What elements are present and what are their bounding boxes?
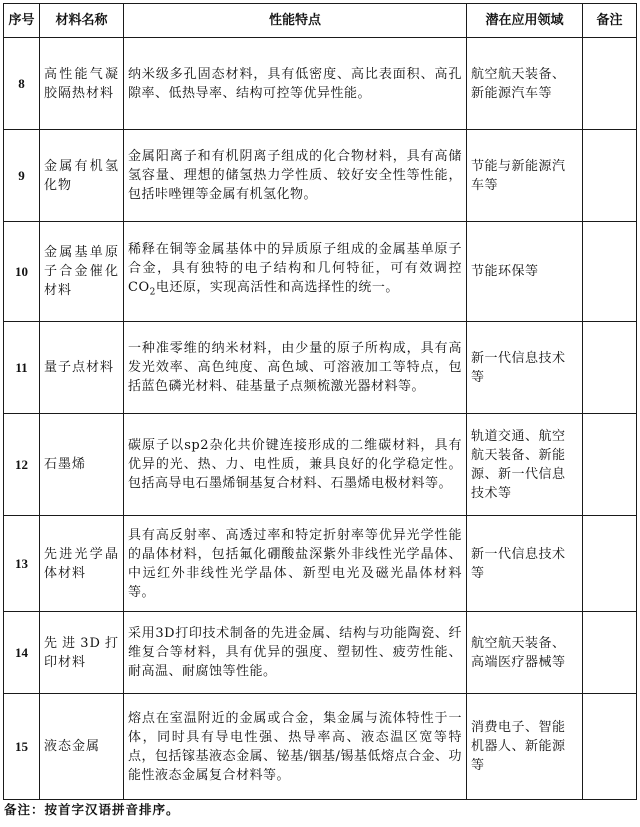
row-name: 金属有机氢化物 [40, 130, 124, 222]
row-name: 石墨烯 [40, 414, 124, 516]
table-row [4, 322, 637, 414]
row-num: 8 [4, 38, 40, 130]
row-num: 13 [4, 516, 40, 612]
row-notes [583, 694, 637, 800]
row-props: 一种准零维的纳米材料，由少量的原子所构成，具有高发光效率、高色纯度、高色域、可溶液加工等特点，包括蓝色磷光材料、硅基量子点频梳激光器材料等。 [124, 322, 467, 414]
row-notes [583, 516, 637, 612]
row-name: 先进3D打印材料 [40, 612, 124, 694]
row-props-text: 稀释在铜等金属基体中的异质原子组成的金属基单原子合金，具有独特的电子结构和几何特征，可有效调控CO [128, 242, 462, 296]
row-name: 高性能气凝胶隔热材料 [40, 38, 124, 130]
header-name: 材料名称 [40, 4, 124, 38]
row-app: 消费电子、智能机器人、新能源等 [467, 694, 583, 800]
row-name: 金属基单原子合金催化材料 [40, 222, 124, 322]
header-num: 序号 [4, 4, 40, 38]
table-row [4, 38, 637, 130]
row-name: 液态金属 [40, 694, 124, 800]
row-app: 新一代信息技术等 [467, 516, 583, 612]
header-notes: 备注 [583, 4, 637, 38]
row-app: 新一代信息技术等 [467, 322, 583, 414]
row-app: 航空航天装备、新能源汽车等 [467, 38, 583, 130]
row-props: 纳米级多孔固态材料，具有低密度、高比表面积、高孔隙率、低热导率、结构可控等优异性能。 [124, 38, 467, 130]
table-row [4, 222, 637, 322]
row-num: 15 [4, 694, 40, 800]
row-num: 12 [4, 414, 40, 516]
table-row [4, 130, 637, 222]
row-notes [583, 322, 637, 414]
row-app: 节能环保等 [467, 222, 583, 322]
row-name: 量子点材料 [40, 322, 124, 414]
row-props: 金属阳离子和有机阴离子组成的化合物材料，具有高储氢容量、理想的储氢热力学性质、较好安全性等性能，包括咔唑锂等金属有机氢化物。 [124, 130, 467, 222]
materials-table [3, 3, 637, 800]
row-app: 航空航天装备、高端医疗器械等 [467, 612, 583, 694]
table-row [4, 516, 637, 612]
row-props: 采用3D打印技术制备的先进金属、结构与功能陶瓷、纤维复合等材料，具有优异的强度、塑韧性、疲劳性能、耐高温、耐腐蚀等性能。 [124, 612, 467, 694]
row-props: 碳原子以sp2杂化共价键连接形成的二维碳材料，具有优异的光、热、力、电性质，兼具良好的化学稳定性。包括高导电石墨烯铜基复合材料、石墨烯电极材料等。 [124, 414, 467, 516]
row-num: 14 [4, 612, 40, 694]
row-notes [583, 222, 637, 322]
row-num: 11 [4, 322, 40, 414]
row-num: 9 [4, 130, 40, 222]
row-props: 具有高反射率、高透过率和特定折射率等优异光学性能的晶体材料，包括氟化硼酸盐深紫外非线性光学晶体、中远红外非线性光学晶体、新型电光及磁光晶体材料等。 [124, 516, 467, 612]
co2-subscript: 2 [149, 287, 156, 298]
row-notes [583, 612, 637, 694]
table-row [4, 694, 637, 800]
header-props: 性能特点 [124, 4, 467, 38]
row-notes [583, 38, 637, 130]
table-row [4, 414, 637, 516]
row-num: 10 [4, 222, 40, 322]
row-props [124, 222, 467, 322]
row-app: 节能与新能源汽车等 [467, 130, 583, 222]
table-footnote: 备注：按首字汉语拼音排序。 [4, 802, 180, 817]
row-props: 熔点在室温附近的金属或合金，集金属与流体特性于一体，同时具有导电性强、热导率高、液态温区宽等特点，包括镓基液态金属、铋基/铟基/锡基低熔点合金、功能性液态金属复合材料等。 [124, 694, 467, 800]
table-row [4, 612, 637, 694]
table-header-row [4, 4, 637, 38]
row-name: 先进光学晶体材料 [40, 516, 124, 612]
row-props-text-cont: 电还原，实现高活性和高选择性的统一。 [155, 280, 399, 296]
row-notes [583, 414, 637, 516]
row-app: 轨道交通、航空航天装备、新能源、新一代信息技术等 [467, 414, 583, 516]
header-app: 潜在应用领域 [467, 4, 583, 38]
row-notes [583, 130, 637, 222]
